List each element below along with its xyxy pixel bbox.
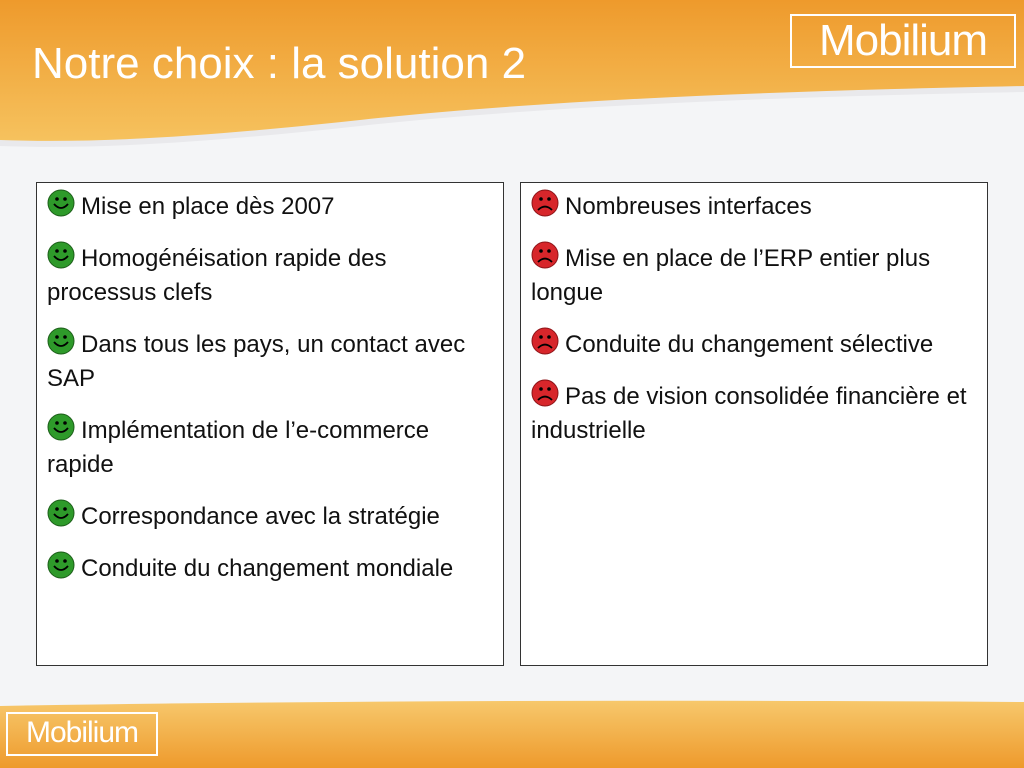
advantage-text: Correspondance avec la stratégie — [81, 503, 440, 530]
list-item — [47, 499, 493, 534]
smiley-happy-icon — [47, 499, 75, 527]
disadvantage-text: Conduite du changement sélective — [565, 331, 934, 358]
list-item — [531, 379, 977, 448]
logo-bottom: Mobilium — [6, 712, 158, 756]
disadvantage-text: Mise en place de l’ERP entier plus longue — [531, 245, 931, 306]
list-item — [47, 413, 493, 482]
disadvantage-text: Pas de vision consolidée financière et industrielle — [531, 383, 967, 444]
list-item — [47, 189, 493, 224]
list-item — [531, 189, 977, 224]
advantages-panel — [36, 182, 504, 666]
logo-top: Mobilium — [790, 14, 1016, 68]
smiley-sad-icon — [531, 327, 559, 355]
smiley-sad-icon — [531, 189, 559, 217]
advantage-text: Implémentation de l’e-commerce rapide — [47, 417, 430, 478]
advantage-text: Homogénéisation rapide des processus clefs — [47, 245, 387, 306]
smiley-happy-icon — [47, 413, 75, 441]
page-title: Notre choix : la solution 2 — [32, 39, 527, 88]
smiley-happy-icon — [47, 551, 75, 579]
advantage-text: Mise en place dès 2007 — [81, 193, 335, 220]
advantage-text: Conduite du changement mondiale — [81, 555, 454, 582]
advantage-text: Dans tous les pays, un contact avec SAP — [47, 331, 466, 392]
list-item — [531, 241, 977, 310]
list-item — [47, 551, 493, 586]
smiley-sad-icon — [531, 379, 559, 407]
disadvantages-panel — [520, 182, 988, 666]
smiley-happy-icon — [47, 189, 75, 217]
smiley-happy-icon — [47, 241, 75, 269]
list-item — [531, 327, 977, 362]
list-item — [47, 241, 493, 310]
disadvantage-text: Nombreuses interfaces — [565, 193, 812, 220]
smiley-happy-icon — [47, 327, 75, 355]
smiley-sad-icon — [531, 241, 559, 269]
list-item — [47, 327, 493, 396]
